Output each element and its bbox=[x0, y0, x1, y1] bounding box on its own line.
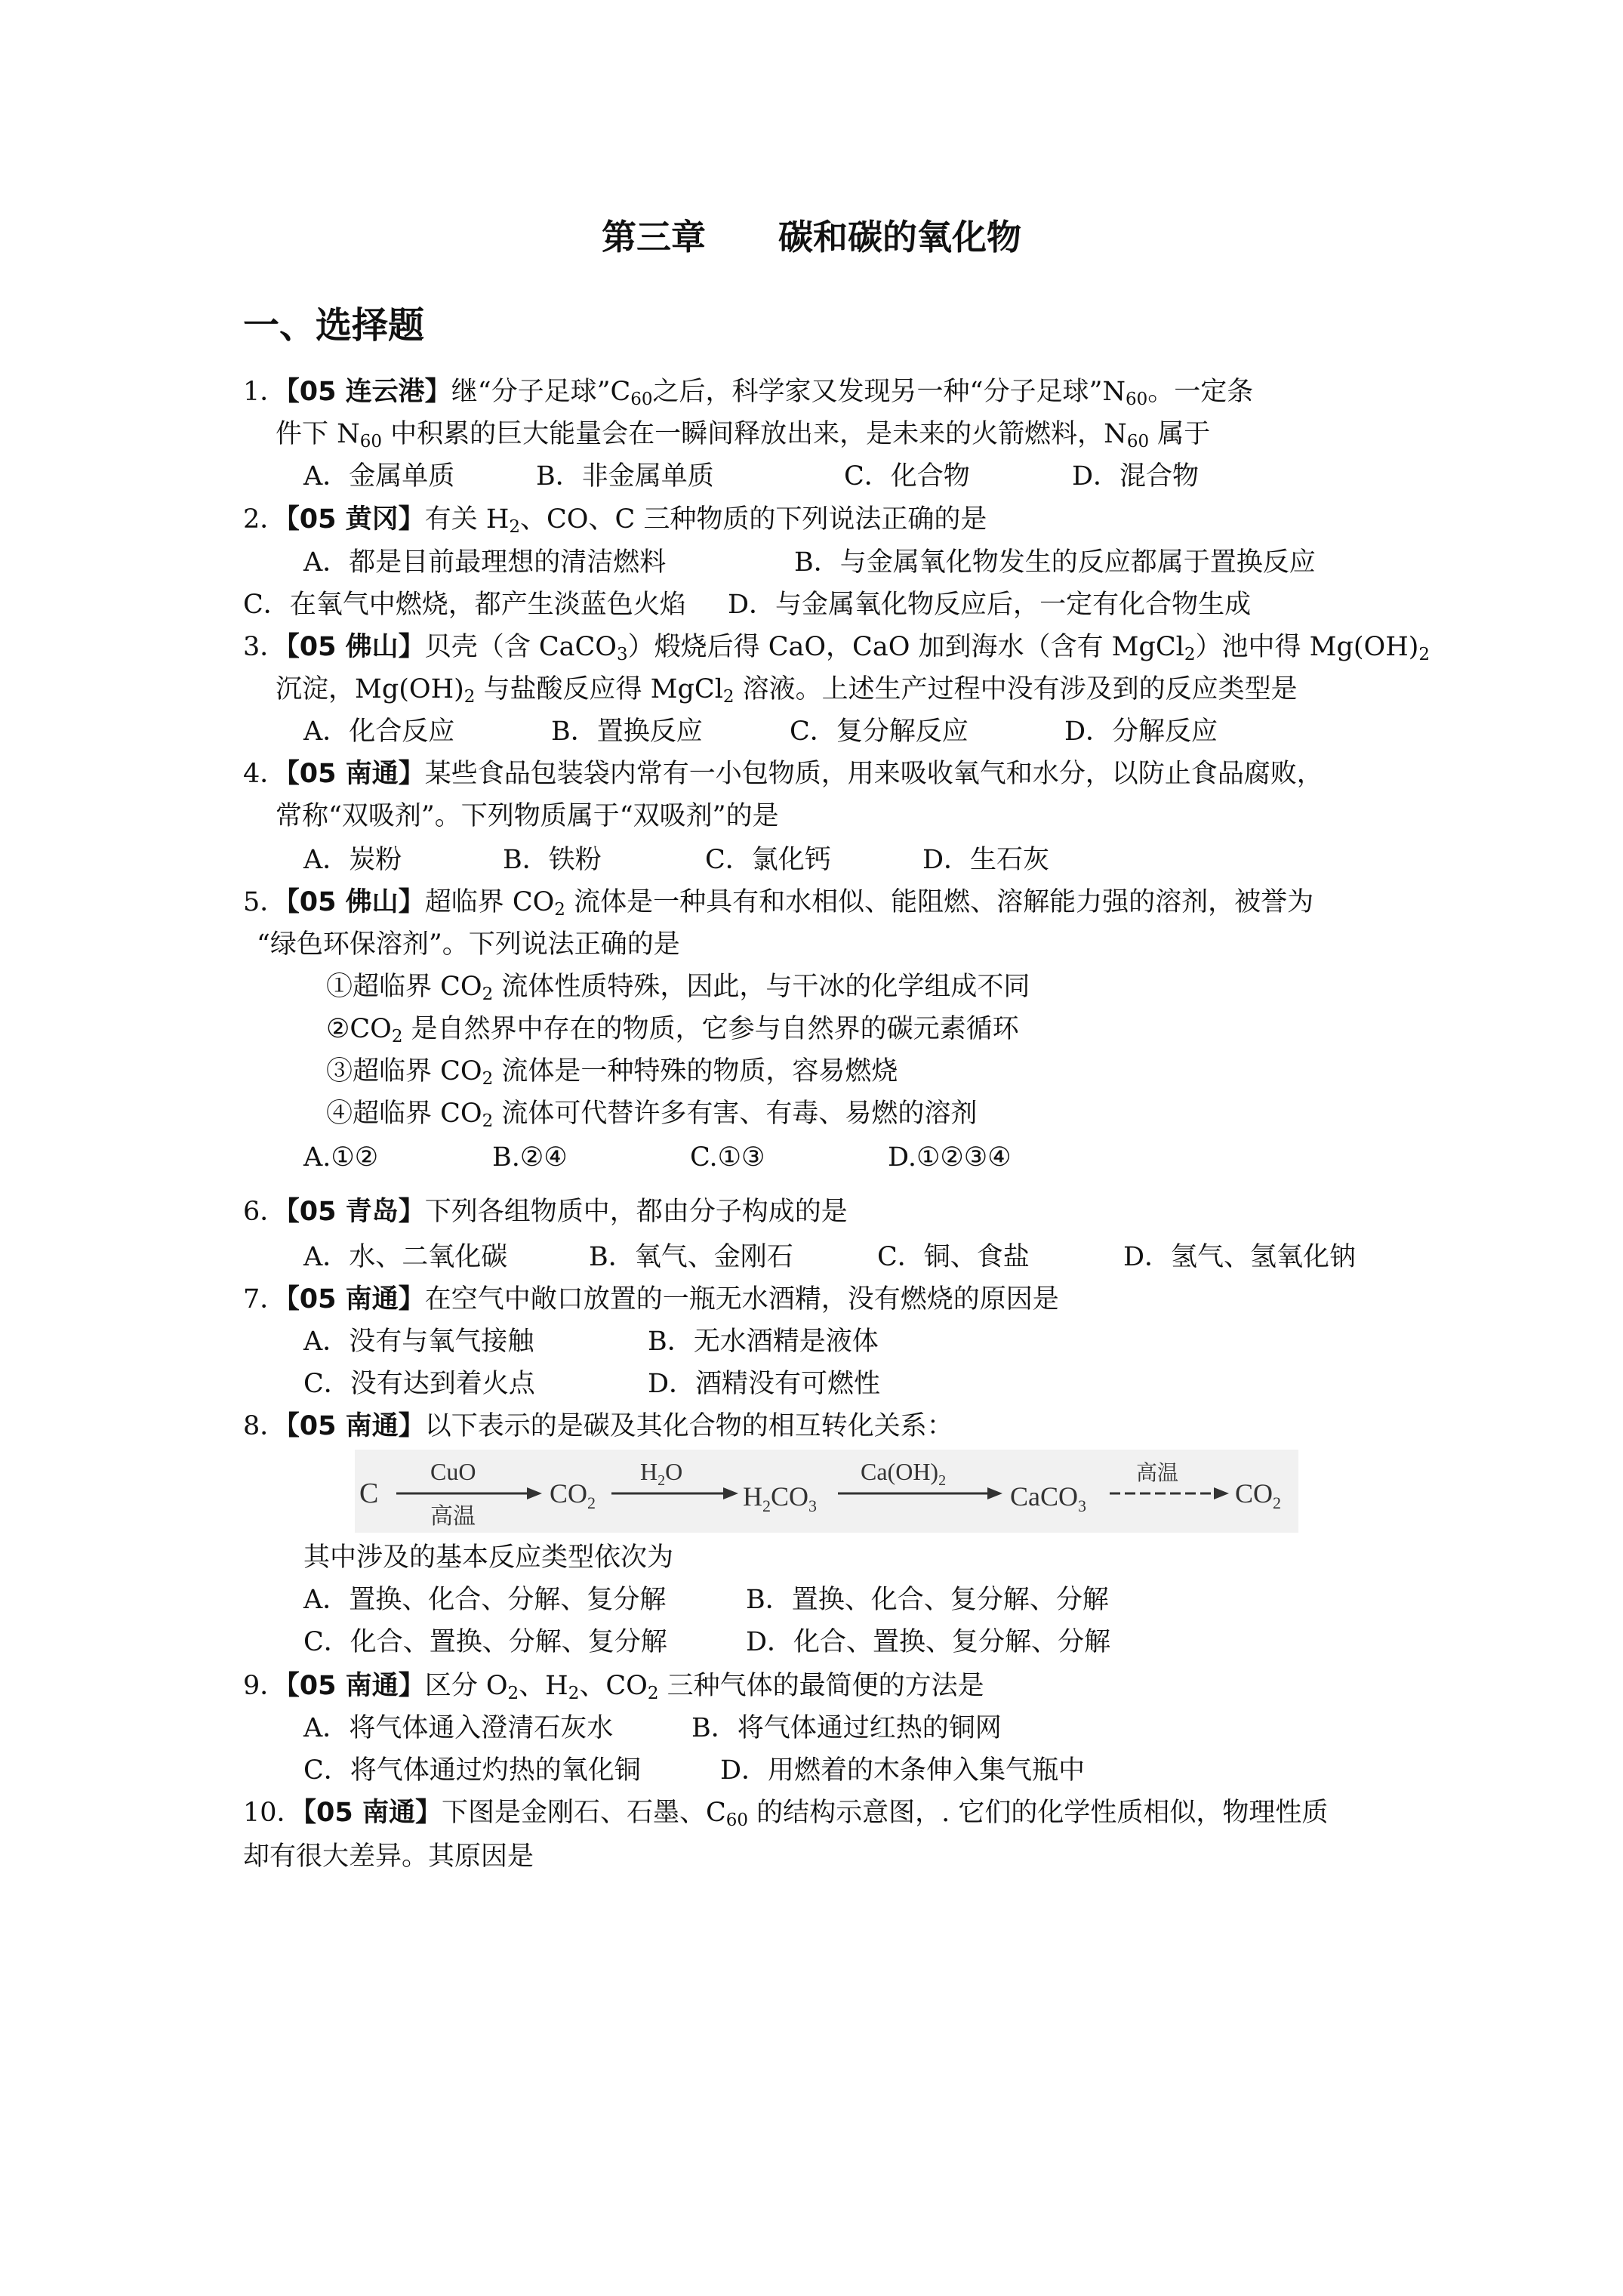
question-stem-line: 下列各组物质中，都由分子构成的是 bbox=[424, 1197, 848, 1227]
option-a: A．将气体通入澄清石灰水 bbox=[303, 1713, 614, 1743]
diagram-node: $CO_2$ bbox=[1235, 1478, 1282, 1512]
option-c: C．将气体通过灼热的氧化铜 bbox=[303, 1755, 641, 1786]
question-8 bbox=[243, 1409, 953, 1444]
option-d: D．与金属氧化物反应后，一定有化合物生成 bbox=[728, 590, 1252, 620]
option-d: D．酒精没有可燃性 bbox=[648, 1369, 881, 1399]
question-number: 1． bbox=[243, 377, 287, 407]
question-stem-line: 件下 $N_{60}$ 中积累的巨大能量会在一瞬间释放出来，是未来的火箭燃料，$N_{60}$ 属于 bbox=[276, 419, 1211, 451]
option-a: A．炭粉 bbox=[303, 845, 402, 875]
option-b: B．与金属氧化物发生的反应都属于置换反应 bbox=[794, 547, 1316, 578]
question-stem-line: 沉淀，$Mg(OH)_2$ 与盐酸反应得 MgCl$_2$ 溶液。上述生产过程中没有涉及到的反应类型是 bbox=[276, 674, 1298, 707]
question-number: 4． bbox=[243, 759, 287, 789]
option-a: A．都是目前最理想的清洁燃料 bbox=[303, 547, 667, 578]
statement: ①超临界 $CO_2$ 流体性质特殊，因此，与干冰的化学组成不同 bbox=[326, 972, 1030, 1004]
question-source: 【05 南通】 bbox=[303, 1798, 442, 1828]
question-number: 10． bbox=[243, 1798, 303, 1828]
question-7 bbox=[243, 1282, 1059, 1317]
option-b: B．非金属单质 bbox=[536, 461, 714, 492]
question-stem-line: 在空气中敞口放置的一瓶无水酒精，没有燃烧的原因是 bbox=[424, 1284, 1059, 1314]
question-source: 【05 南通】 bbox=[286, 1411, 425, 1441]
question-5 bbox=[243, 885, 1313, 920]
diagram-arrow-label: 高温 bbox=[1136, 1460, 1179, 1485]
option-c: C．氯化钙 bbox=[705, 845, 831, 875]
statement: $②CO_2$ 是自然界中存在的物质，它参与自然界的碳元素循环 bbox=[326, 1014, 1019, 1046]
option-a: A．置换、化合、分解、复分解 bbox=[303, 1585, 667, 1615]
diagram-node: $H_2CO_3$ bbox=[743, 1481, 818, 1515]
option-c: C．化合、置换、分解、复分解 bbox=[303, 1627, 667, 1657]
option-b: B．置换、化合、复分解、分解 bbox=[746, 1585, 1109, 1615]
question-stem-line: 区分 $O_2$、$H_2$、$CO_2$ 三种气体的最简便的方法是 bbox=[424, 1671, 984, 1703]
question-stem-line: 贝壳（含 CaCO$_3$）煅烧后得 CaO，CaO 加到海水（含有 MgCl$_2$）池中得 $Mg(OH)_2$ bbox=[424, 632, 1431, 664]
page-title: 第三章 碳和碳的氧化物 bbox=[601, 217, 1022, 257]
question-1 bbox=[243, 374, 1253, 409]
option-d: D．分解反应 bbox=[1064, 717, 1218, 747]
question-stem-line: 常称“双吸剂”。下列物质属于“双吸剂”的是 bbox=[276, 801, 779, 831]
question-number: 7． bbox=[243, 1284, 287, 1314]
question-stem-line: 继“分子足球$”C_{60}$之后，科学家又发现另一种“分子足球$”N_{60}$。一定条 bbox=[451, 377, 1254, 409]
question-stem-line: 以下表示的是碳及其化合物的相互转化关系： bbox=[424, 1411, 953, 1441]
question-number: 9． bbox=[243, 1671, 287, 1701]
question-source: 【05 南通】 bbox=[286, 1671, 425, 1701]
question-9 bbox=[243, 1669, 984, 1703]
option-c: C．化合物 bbox=[844, 461, 970, 492]
question-2 bbox=[243, 502, 987, 537]
question-source: 【05 南通】 bbox=[286, 759, 425, 789]
option-d: D．生石灰 bbox=[922, 845, 1050, 875]
option-d: D．氢气、氢氧化钠 bbox=[1123, 1242, 1357, 1272]
diagram-node: CaCO$_3$ bbox=[1010, 1481, 1086, 1515]
question-6 bbox=[243, 1194, 848, 1229]
question-number: 2． bbox=[243, 504, 287, 535]
question-3 bbox=[243, 630, 1430, 664]
statement: ③超临界 $CO_2$ 流体是一种特殊的物质，容易燃烧 bbox=[326, 1056, 898, 1089]
option-b: B．氧气、金刚石 bbox=[589, 1242, 793, 1272]
question-source: 【05 南通】 bbox=[286, 1284, 425, 1314]
question-stem-line: 却有很大差异。其原因是 bbox=[243, 1841, 534, 1872]
option-a: A．化合反应 bbox=[303, 717, 455, 747]
question-number: 5． bbox=[243, 887, 287, 917]
option-b: B．将气体通过红热的铜网 bbox=[691, 1713, 1002, 1743]
option-b: B．铁粉 bbox=[503, 845, 602, 875]
option-c: C．复分解反应 bbox=[790, 717, 969, 747]
option-b: B．无水酒精是液体 bbox=[648, 1327, 879, 1357]
option-c: C．没有达到着火点 bbox=[303, 1369, 535, 1399]
option-d: D．化合、置换、复分解、分解 bbox=[746, 1627, 1111, 1657]
diagram-arrow-label: $H_2O$ bbox=[640, 1458, 683, 1489]
option-c: C.①③ bbox=[690, 1142, 765, 1173]
diagram-arrow-label: CuO bbox=[430, 1458, 476, 1485]
question-source: 【05 青岛】 bbox=[286, 1197, 425, 1227]
conversion-diagram bbox=[355, 1450, 1298, 1533]
section-heading: 一、选择题 bbox=[243, 304, 425, 347]
question-stem-line: 有关 $H_2$、CO、C 三种物质的下列说法正确的是 bbox=[424, 504, 987, 537]
option-b: B.②④ bbox=[492, 1142, 568, 1173]
statement: ④超临界 $CO_2$ 流体可代替许多有害、有毒、易燃的溶剂 bbox=[326, 1099, 978, 1131]
question-followup: 其中涉及的基本反应类型依次为 bbox=[303, 1542, 674, 1573]
question-number: 6． bbox=[243, 1197, 287, 1227]
option-c: C．铜、食盐 bbox=[877, 1242, 1030, 1272]
question-stem-line: 某些食品包装袋内常有一小包物质，用来吸收氧气和水分，以防止食品腐败， bbox=[424, 759, 1323, 789]
option-a: A．金属单质 bbox=[303, 461, 455, 492]
question-source: 【05 佛山】 bbox=[286, 887, 425, 917]
option-a: A．没有与氧气接触 bbox=[303, 1327, 534, 1357]
diagram-node: $CO_2$ bbox=[550, 1478, 596, 1512]
question-10 bbox=[243, 1795, 1328, 1830]
option-c: C．在氧气中燃烧，都产生淡蓝色火焰 bbox=[243, 590, 686, 620]
question-stem-line: “绿色环保溶剂”。下列说法正确的是 bbox=[257, 929, 680, 960]
option-a: A．水、二氧化碳 bbox=[303, 1242, 508, 1272]
diagram-arrow-label: $Ca(OH)_2$ bbox=[861, 1458, 947, 1489]
question-stem-line: 超临界 $CO_2$ 流体是一种具有和水相似、能阻燃、溶解能力强的溶剂，被誉为 bbox=[424, 887, 1314, 920]
question-source: 【05 黄冈】 bbox=[286, 504, 425, 535]
question-number: 8． bbox=[243, 1411, 287, 1441]
question-source: 【05 佛山】 bbox=[286, 632, 425, 662]
diagram-arrow-label: 高温 bbox=[430, 1503, 476, 1530]
question-stem-line: 下图是金刚石、石墨、$C_{60}$ 的结构示意图，. 它们的化学性质相似，物理性质 bbox=[441, 1798, 1329, 1830]
question-source: 【05 连云港】 bbox=[286, 377, 451, 407]
option-d: D．用燃着的木条伸入集气瓶中 bbox=[720, 1755, 1086, 1786]
option-d: D．混合物 bbox=[1072, 461, 1200, 492]
option-b: B．置换反应 bbox=[551, 717, 703, 747]
conversion-diagram-svg bbox=[355, 1450, 1298, 1533]
question-number: 3． bbox=[243, 632, 287, 662]
question-4 bbox=[243, 757, 1323, 791]
diagram-node: C bbox=[359, 1478, 379, 1509]
option-a: A.①② bbox=[303, 1142, 379, 1173]
option-d: D.①②③④ bbox=[888, 1142, 1012, 1173]
